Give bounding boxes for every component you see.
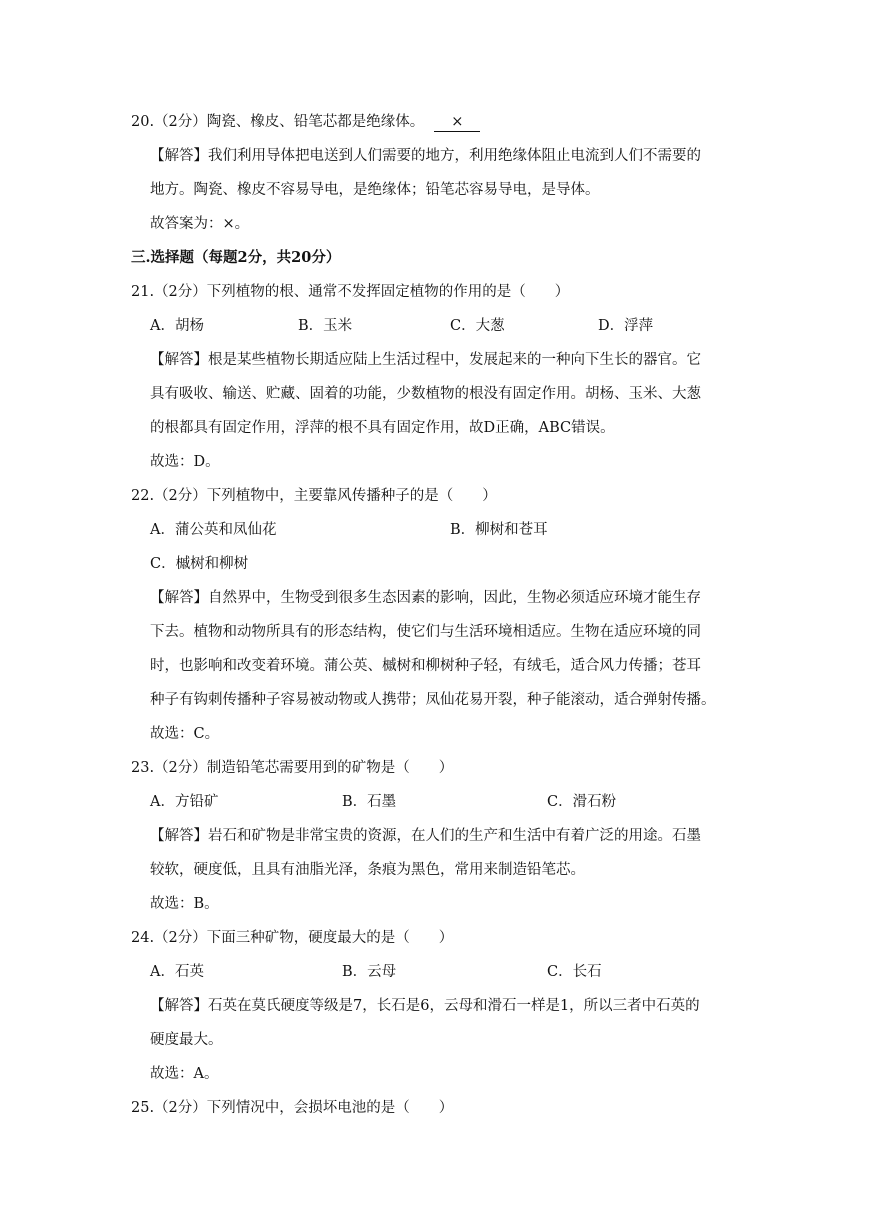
q22-stem: 22.（2分）下列植物中，主要靠风传播种子的是（ ） xyxy=(131,488,497,504)
q20-stem-line xyxy=(131,112,480,132)
q22-option-a: A．蒲公英和凤仙花 xyxy=(150,522,277,538)
q24-explanation-line-1: 【解答】石英在莫氏硬度等级是7，长石是6，云母和滑石一样是1，所以三者中石英的 xyxy=(150,998,700,1014)
q21-explanation-line-1: 【解答】根是某些植物长期适应陆上生活过程中，发展起来的一种向下生长的器官。它 xyxy=(150,352,701,368)
q24-option-a: A．石英 xyxy=(150,964,204,980)
q23-explanation-line-2: 较软，硬度低，且具有油脂光泽，条痕为黑色，常用来制造铅笔芯。 xyxy=(150,862,585,878)
q22-explanation-line-3: 时，也影响和改变着环境。蒲公英、槭树和柳树种子轻，有绒毛，适合风力传播；苍耳 xyxy=(150,658,701,674)
q24-explanation-line-2: 硬度最大。 xyxy=(150,1032,223,1048)
q22-explanation-line-1: 【解答】自然界中，生物受到很多生态因素的影响，因此，生物必须适应环境才能生存 xyxy=(150,590,701,606)
q23-result: 故选：B。 xyxy=(150,896,219,912)
q24-option-b: B．云母 xyxy=(342,964,397,980)
q23-option-a: A．方铅矿 xyxy=(150,794,219,810)
q22-result: 故选：C。 xyxy=(150,726,220,742)
q21-explanation-line-3: 的根都具有固定作用，浮萍的根不具有固定作用，故D正确，ABC错误。 xyxy=(150,420,615,436)
q20-answer-blank: × xyxy=(434,114,480,132)
q25-stem: 25.（2分）下列情况中，会损坏电池的是（ ） xyxy=(131,1100,454,1116)
q22-explanation-line-2: 下去。植物和动物所具有的形态结构，使它们与生活环境相适应。生物在适应环境的同 xyxy=(150,624,701,640)
q24-stem: 24.（2分）下面三种矿物，硬度最大的是（ ） xyxy=(131,930,454,946)
q22-explanation-line-4: 种子有钩刺传播种子容易被动物或人携带；凤仙花易开裂，种子能滚动，适合弹射传播。 xyxy=(150,692,716,708)
q21-option-a: A．胡杨 xyxy=(150,318,204,334)
q20-explanation-line-2: 地方。陶瓷、橡皮不容易导电，是绝缘体；铅笔芯容易导电，是导体。 xyxy=(150,182,600,198)
q21-stem: 21.（2分）下列植物的根、通常不发挥固定植物的作用的是（ ） xyxy=(131,284,570,300)
q22-option-b: B．柳树和苍耳 xyxy=(450,522,548,538)
q23-explanation-line-1: 【解答】岩石和矿物是非常宝贵的资源，在人们的生产和生活中有着广泛的用途。石墨 xyxy=(150,828,701,844)
q21-option-d: D．浮萍 xyxy=(598,318,654,334)
q24-option-c: C．长石 xyxy=(547,964,602,980)
q20-result: 故答案为：×。 xyxy=(150,216,250,232)
section-3-heading: 三.选择题（每题2分，共20分） xyxy=(131,249,341,266)
q22-option-c: C．槭树和柳树 xyxy=(150,556,249,572)
q21-result: 故选：D。 xyxy=(150,454,220,470)
q20-stem: 20.（2分）陶瓷、橡皮、铅笔芯都是绝缘体。 xyxy=(131,114,425,130)
q21-option-c: C．大葱 xyxy=(450,318,505,334)
q23-stem: 23.（2分）制造铅笔芯需要用到的矿物是（ ） xyxy=(131,760,454,776)
q21-explanation-line-2: 具有吸收、输送、贮藏、固着的功能，少数植物的根没有固定作用。胡杨、玉米、大葱 xyxy=(150,386,701,402)
q21-option-b: B．玉米 xyxy=(298,318,353,334)
q24-result: 故选：A。 xyxy=(150,1066,219,1082)
q23-option-b: B．石墨 xyxy=(342,794,397,810)
q20-explanation-line-1: 【解答】我们利用导体把电送到人们需要的地方，利用绝缘体阻止电流到人们不需要的 xyxy=(150,148,701,164)
q23-option-c: C．滑石粉 xyxy=(547,794,617,810)
